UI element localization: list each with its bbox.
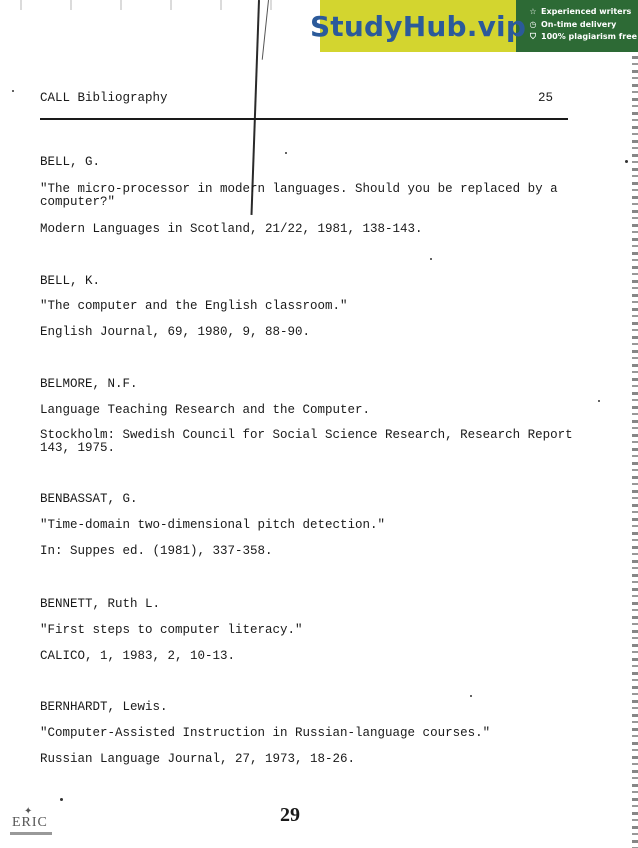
entry-source: English Journal, 69, 1980, 9, 88-90. xyxy=(40,325,311,339)
scan-speck xyxy=(430,258,432,260)
entry-title: "The computer and the English classroom." xyxy=(40,299,348,313)
entry-title: "The micro-processor in modern languages. Should you be replaced by a computer?" xyxy=(40,182,558,209)
shield-icon: ⛉ xyxy=(530,32,536,41)
scan-speck xyxy=(285,152,287,154)
banner-feature xyxy=(528,31,638,44)
running-header-page-number: 25 xyxy=(538,91,554,105)
page-number: 29 xyxy=(280,804,300,826)
running-header-title: CALL Bibliography xyxy=(40,91,168,105)
entry-title: "First steps to computer literacy." xyxy=(40,623,303,637)
scan-noise-right-edge xyxy=(632,0,638,848)
scan-speck xyxy=(625,160,628,163)
eric-logo-text: ERIC xyxy=(12,815,48,830)
scan-speck xyxy=(60,798,63,801)
banner-feature xyxy=(528,6,638,19)
entry-title: "Time-domain two-dimensional pitch detection." xyxy=(40,518,386,532)
entry-author: BELMORE, N.F. xyxy=(40,377,138,391)
scan-speck xyxy=(598,400,600,402)
entry-author: BERNHARDT, Lewis. xyxy=(40,700,168,714)
entry-author: BENBASSAT, G. xyxy=(40,492,138,506)
clock-icon: ◷ xyxy=(529,19,537,29)
scan-speck xyxy=(470,695,472,697)
entry-author: BENNETT, Ruth L. xyxy=(40,597,161,611)
eric-logo-bar xyxy=(10,832,52,835)
scan-speck xyxy=(12,90,14,92)
banner-feature-list xyxy=(516,0,638,52)
entry-source: Modern Languages in Scotland, 21/22, 1981, 138-143. xyxy=(40,222,423,236)
studyhub-logo[interactable]: StudyHub.vip xyxy=(320,0,516,52)
entry-author: BELL, G. xyxy=(40,155,101,169)
entry-source: Stockholm: Swedish Council for Social Science Research, Research Report 143, 1975. xyxy=(40,428,573,455)
banner-feature-text: On-time delivery xyxy=(541,19,617,29)
star-icon: ☆ xyxy=(529,7,537,16)
entry-source: In: Suppes ed. (1981), 337-358. xyxy=(40,544,273,558)
entry-source: Russian Language Journal, 27, 1973, 18-26. xyxy=(40,752,356,766)
entry-title: Language Teaching Research and the Computer. xyxy=(40,403,371,417)
banner-feature-text: 100% plagiarism free xyxy=(541,32,638,41)
entry-source: CALICO, 1, 1983, 2, 10-13. xyxy=(40,649,236,663)
studyhub-banner[interactable] xyxy=(309,0,638,52)
eric-logo-mark-icon: ✦ xyxy=(24,806,33,817)
header-rule xyxy=(40,118,568,120)
banner-feature-text: Experienced writers xyxy=(541,7,632,16)
entry-title: "Computer-Assisted Instruction in Russian-language courses." xyxy=(40,726,491,740)
banner-feature xyxy=(528,19,638,32)
eric-logo xyxy=(10,806,52,836)
entry-author: BELL, K. xyxy=(40,274,101,288)
